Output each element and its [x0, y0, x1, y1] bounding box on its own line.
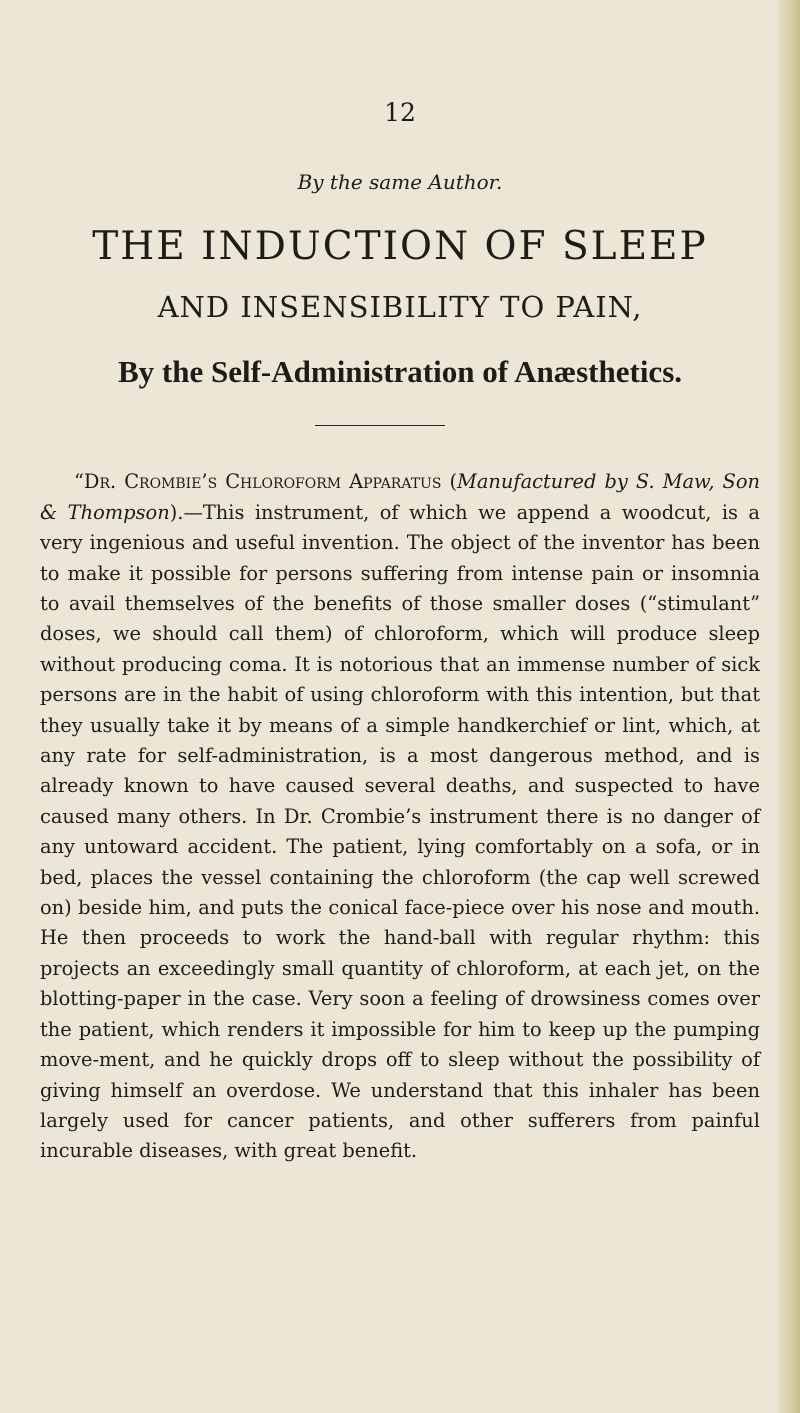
maker-credit: Manufactured by S. Maw, Son & Thompson: [40, 470, 760, 524]
book-title: THE INDUCTION OF SLEEP: [92, 224, 708, 269]
apparatus-name: Dr. Crombie’s Chloroform Apparatus: [83, 470, 442, 494]
book-subtitle: AND INSENSIBILITY TO PAIN,: [157, 290, 643, 324]
body-text: —This instrument, of which we append a woodcut, is a very ingenious and useful invention. The object of the inventor has been to make it possible for persons suffering from intense pain or insomnia to avail themselves of the benefits of those smaller doses (“stimulant” doses, we should call them) of chloroform, which will produce sleep without producing coma. It is notorious that an immense number of sick persons are in the habit of using chloroform with this intention, but that they usually take it by means of a simple handkerchief or lint, which, at any rate for self-administration, is a most dangerous method, and is already known to have caused several deaths, and suspected to have caused many others. In Dr. Crombie’s instrument there is no danger of any untoward accident. The patient, lying comfortably on a sofa, or in bed, places the vessel containing the chloroform (the cap well screwed on) beside him, and puts the conical face-piece over his nose and mouth. He then proceeds to work the hand-ball with regular rhythm: this projects an exceedingly small quantity of chloroform, at each jet, on the blotting-paper in the case. Very soon a feeling of drowsiness comes over the patient, which renders it impossible for him to keep up the pumping move-ment, and he quickly drops off to sleep without the possibility of giving himself an overdose. We understand that this inhaler has been largely used for cancer patients, and other sufferers from painful incurable diseases, with great benefit.: [40, 500, 760, 1163]
body-paragraph: [40, 467, 760, 1166]
page-number: 12: [384, 98, 416, 127]
divider-rule: [315, 425, 445, 426]
page-edge: [778, 0, 800, 1413]
book-tagline: By the Self-Administration of Anæsthetics.: [117, 354, 683, 389]
byline: By the same Author.: [297, 170, 503, 194]
maker-open: (: [441, 470, 458, 494]
maker-close: ).: [169, 500, 184, 524]
open-quote: “: [74, 470, 84, 494]
